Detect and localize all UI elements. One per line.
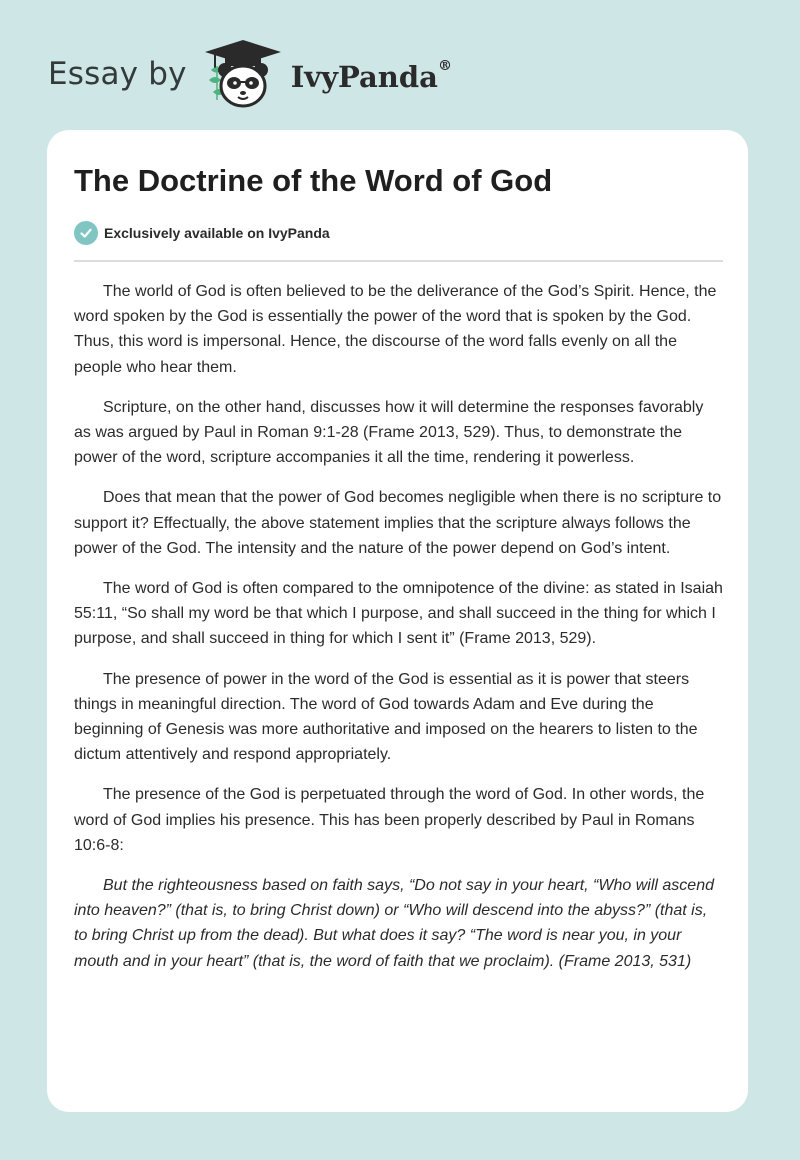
paragraph: The world of God is often believed to be the deliverance of the God’s Spirit. Hence, the word spoken by the God is essentially the power of the word that is spoken by the God. Thus, this word is impersonal. Hence, the discourse of the word falls evenly on all the people who hear them. [74,283,717,376]
panda-logo-icon[interactable] [201,36,285,112]
brand-name [291,60,452,94]
page-title: The Doctrine of the Word of God [74,163,553,198]
registered-mark: ® [437,58,452,74]
paragraph: Scripture, on the other hand, discusses how it will determine the responses favorably as was argued by Paul in Roman 9:1-28 (Frame 2013, 529). Thus, to demonstrate the power of the word, scripture accompanies it all the time, rendering it powerless. [74,398,704,467]
exclusive-badge [74,221,330,245]
paragraph: The presence of power in the word of the God is essential as it is power that steers things in meaningful direction. The word of God towards Adam and Eve during the beginning of Genesis was more authoritative and imposed on the hearers to listen to the dictum attentively and respond appropriately. [74,670,698,764]
essay-card [47,130,748,1112]
exclusive-label: Exclusively available on IvyPanda [104,225,330,241]
brand-text: IvyPanda [290,60,438,94]
essay-body [74,279,723,989]
paragraph: The presence of the God is perpetuated through the word of God. In other words, the word of God implies his presence. This has been properly described by Paul in Romans 10:6-8: [74,786,705,854]
paragraph: Does that mean that the power of God becomes negligible when there is no scripture to support it? Effectually, the above statement implies that the scripture always follows the power of the God. The intensity and the nature of the power depend on God’s intent. [74,489,722,557]
check-icon [74,221,98,245]
site-header [48,34,452,114]
paragraph: The word of God is often compared to the omnipotence of the divine: as stated in Isaiah 55:11, “So shall my word be that which I purpose, and shall succeed in the thing for which I purpose, and shall succeed in thing for which I sent it” (Frame 2013, 529). [74,580,723,648]
divider [74,260,723,262]
block-quote: But the righteousness based on faith says, “Do not say in your heart, “Who will ascend into heaven?” (that is, to bring Christ down) or “Who will descend into the abyss?” (that is, to bring Christ up from the dead). But what does it say? “The word is near you, in your mouth and in your heart” (that is, the word of faith that we proclaim). (Frame 2013, 531) [74,877,714,970]
essay-by-label: Essay by [48,56,187,92]
